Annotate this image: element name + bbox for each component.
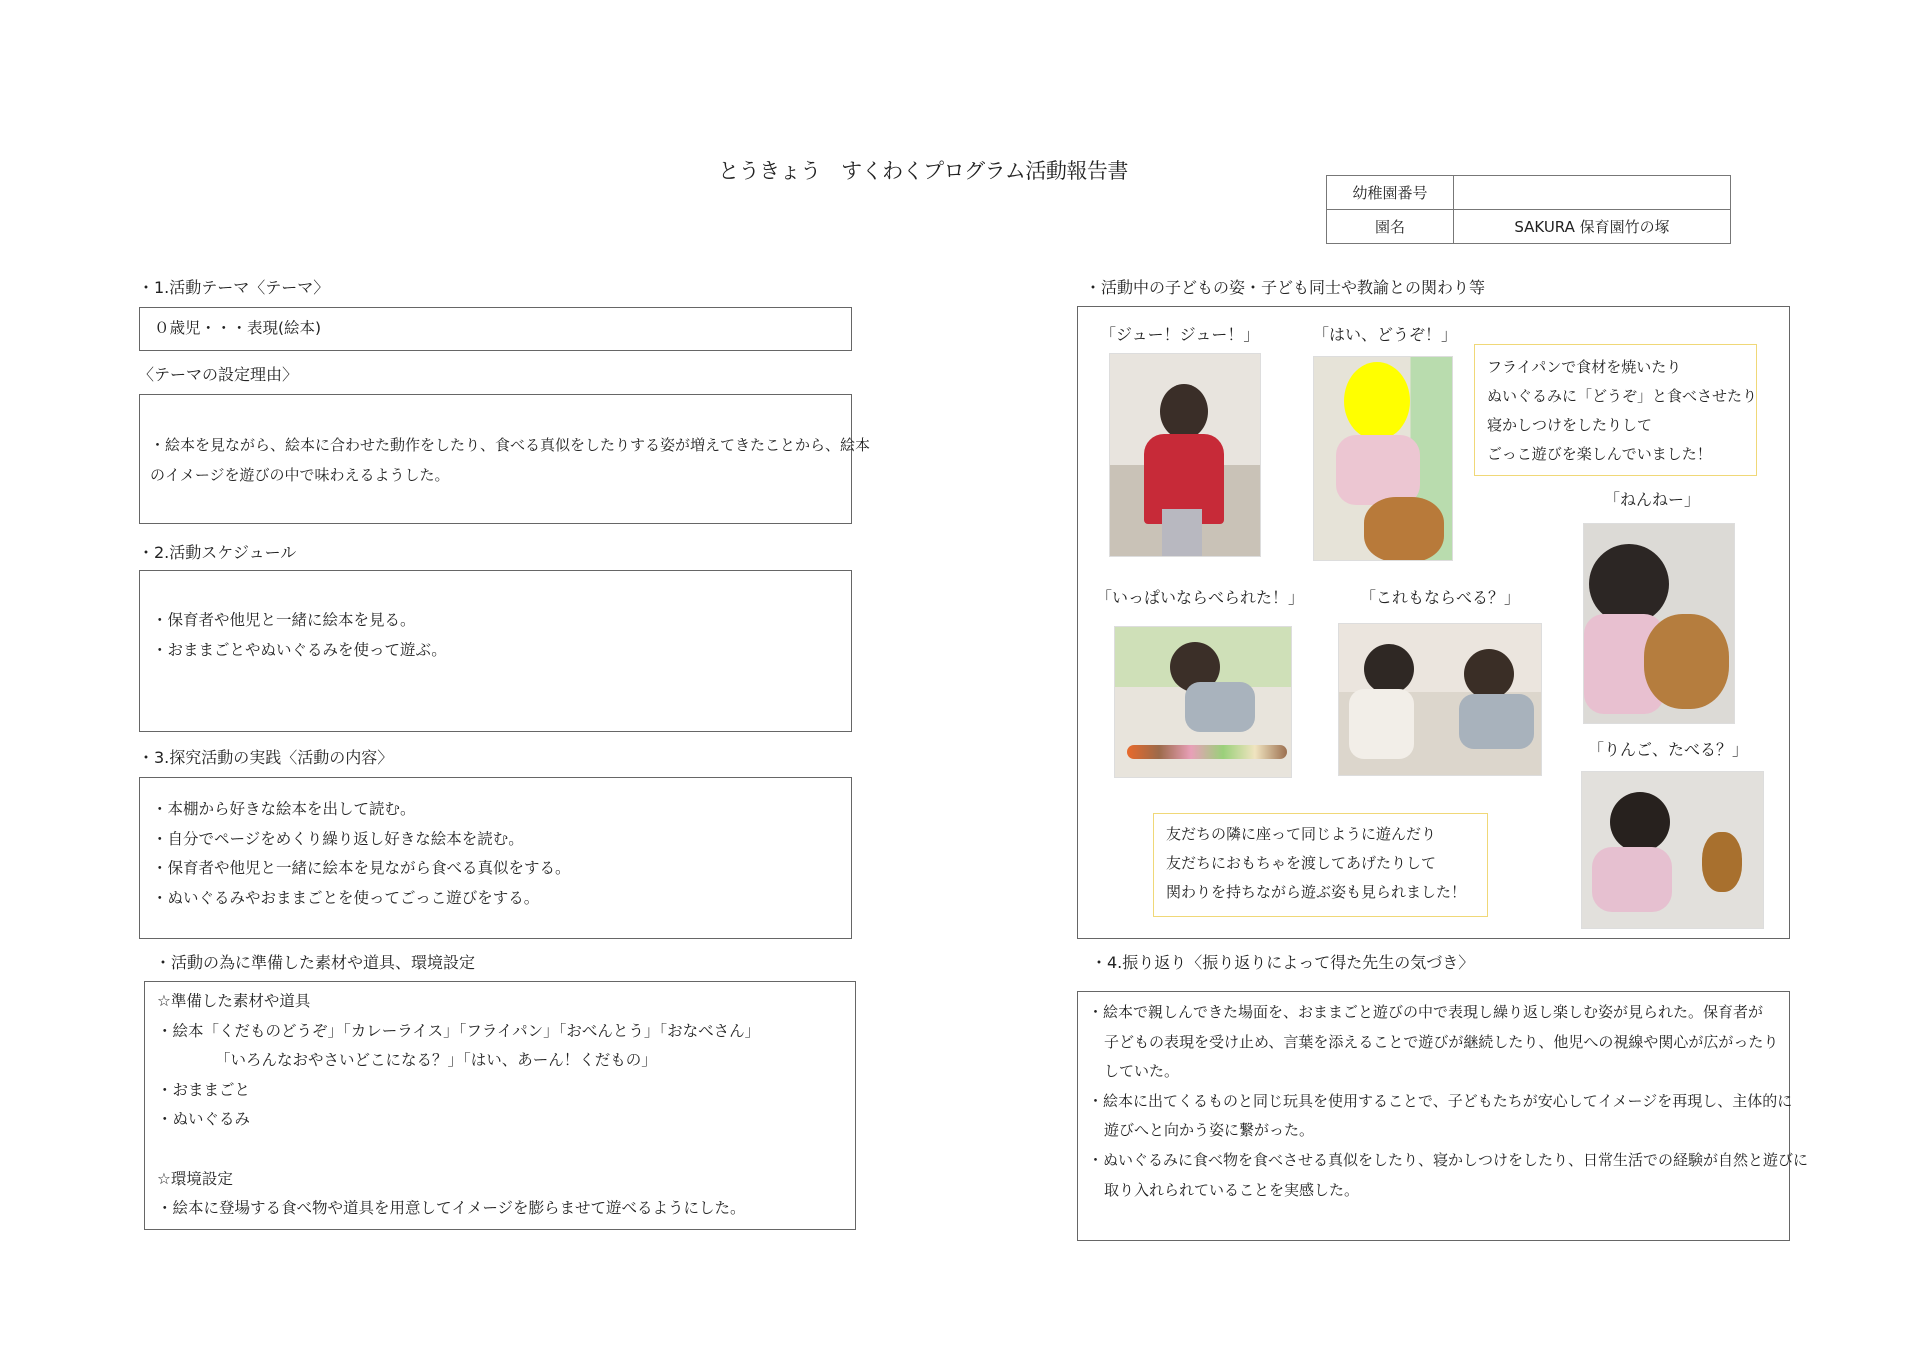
activity-box xyxy=(139,777,852,939)
children-header: ・活動中の子どもの姿・子ども同士や教諭との関わり等 xyxy=(1085,278,1486,297)
photo-caption: 「りんご、たべる？」 xyxy=(1588,740,1749,759)
activity-line: ・保育者や他児と一緒に絵本を見ながら食べる真似をする。 xyxy=(152,859,571,878)
materials-line: ☆環境設定 xyxy=(157,1169,233,1188)
section1-header: ・1.活動テーマ〈テーマ〉 xyxy=(138,278,330,297)
reflection-box xyxy=(1077,991,1809,1241)
reason-line: ・絵本を見ながら、絵本に合わせた動作をしたり、食べる真似をしたりする姿が増えてきたことから、絵本 xyxy=(150,436,871,454)
theme-text: ０歳児・・・表現(絵本) xyxy=(154,319,322,337)
photo-lined-up xyxy=(1114,626,1292,778)
theme-box xyxy=(139,307,852,351)
reflection-line: 遊びへと向かう姿に繋がった。 xyxy=(1104,1121,1315,1140)
photo-bedtime xyxy=(1583,523,1735,724)
schedule-line: ・おままごとやぬいぐるみを使って遊ぶ。 xyxy=(152,640,447,659)
number-value xyxy=(1454,176,1731,210)
activity-line: ・本棚から好きな絵本を出して読む。 xyxy=(152,800,416,818)
reason-line: のイメージを遊びの中で味わえるようした。 xyxy=(150,465,450,484)
photo-here-you-go xyxy=(1313,356,1453,561)
note-pretend-play xyxy=(1474,344,1757,476)
materials-line: ・絵本「くだものどうぞ」「カレーライス」「フライパン」「おべんとう」「おなべさん」 xyxy=(157,1021,761,1040)
photo-caption: 「いっぱいならべられた！」 xyxy=(1096,588,1305,607)
number-label: 幼稚園番号 xyxy=(1327,176,1454,210)
materials-box xyxy=(144,981,856,1230)
photo-apple xyxy=(1581,771,1764,929)
note-line: フライパンで食材を焼いたり xyxy=(1487,358,1682,376)
materials-line: ☆準備した素材や道具 xyxy=(157,992,311,1010)
photo-caption: 「これもならべる？」 xyxy=(1360,588,1521,607)
section4-header: ・4.振り返り〈振り返りによって得た先生の気づき〉 xyxy=(1091,953,1475,972)
reason-box xyxy=(139,394,871,524)
materials-line: ・ぬいぐるみ xyxy=(157,1110,251,1129)
photo-frying-pan xyxy=(1109,353,1261,557)
info-table xyxy=(1326,175,1731,244)
schedule-box xyxy=(139,570,852,732)
activity-line: ・自分でページをめくり繰り返し好きな絵本を読む。 xyxy=(152,829,524,848)
materials-line: 「いろんなおやさいどこになる？」「はい、あーん！くだもの」 xyxy=(215,1051,657,1070)
name-value: SAKURA 保育園竹の塚 xyxy=(1454,210,1731,244)
reflection-line: していた。 xyxy=(1104,1062,1180,1081)
materials-line: ・絵本に登場する食べ物や道具を用意してイメージを膨らませて遊べるようにした。 xyxy=(157,1199,746,1218)
reflection-line: ・ぬいぐるみに食べ物を食べさせる真似をしたり、寝かしつけをしたり、日常生活での経験が自然と遊びに xyxy=(1088,1150,1809,1169)
materials-line: ・おままごと xyxy=(157,1080,251,1099)
reflection-line: 子どもの表現を受け止め、言葉を添えることで遊びが継続したり、他児への視線や関心が広がったり xyxy=(1104,1032,1779,1051)
activity-line: ・ぬいぐるみやおままごとを使ってごっこ遊びをする。 xyxy=(152,888,540,907)
materials-header: ・活動の為に準備した素材や道具、環境設定 xyxy=(155,953,476,972)
photo-caption: 「はい、どうぞ！」 xyxy=(1313,325,1458,344)
note-line: 関わりを持ちながら遊ぶ姿も見られました！ xyxy=(1166,883,1467,901)
name-label: 園名 xyxy=(1327,210,1454,244)
note-line: ぬいぐるみに「どうぞ」と食べさせたり xyxy=(1487,387,1758,405)
note-line: 寝かしつけをしたりして xyxy=(1487,416,1653,434)
note-friends xyxy=(1153,813,1488,917)
blank-line xyxy=(157,1135,843,1165)
section2-header: ・2.活動スケジュール xyxy=(138,543,297,562)
page-title: とうきょう すくわくプログラム活動報告書 xyxy=(718,159,1128,183)
photo-two-children xyxy=(1338,623,1542,776)
photo-caption: 「ねんねー」 xyxy=(1604,490,1701,509)
reflection-line: ・絵本で親しんできた場面を、おままごと遊びの中で表現し繰り返し楽しむ姿が見られた。保育者が xyxy=(1088,1003,1764,1021)
reflection-line: ・絵本に出てくるものと同じ玩具を使用することで、子どもたちが安心してイメージを再現し、主体的に xyxy=(1088,1091,1793,1110)
note-line: 友だちにおもちゃを渡してあげたりして xyxy=(1166,854,1437,872)
schedule-line: ・保育者や他児と一緒に絵本を見る。 xyxy=(152,611,416,629)
photo-caption: 「ジュー！ジュー！」 xyxy=(1100,325,1260,344)
reason-label: 〈テーマの設定理由〉 xyxy=(138,365,299,384)
reflection-line: 取り入れられていることを実感した。 xyxy=(1104,1180,1360,1199)
section3-header: ・3.探究活動の実践〈活動の内容〉 xyxy=(138,748,394,767)
note-line: 友だちの隣に座って同じように遊んだり xyxy=(1166,825,1437,843)
note-line: ごっこ遊びを楽しんでいました！ xyxy=(1487,445,1712,463)
